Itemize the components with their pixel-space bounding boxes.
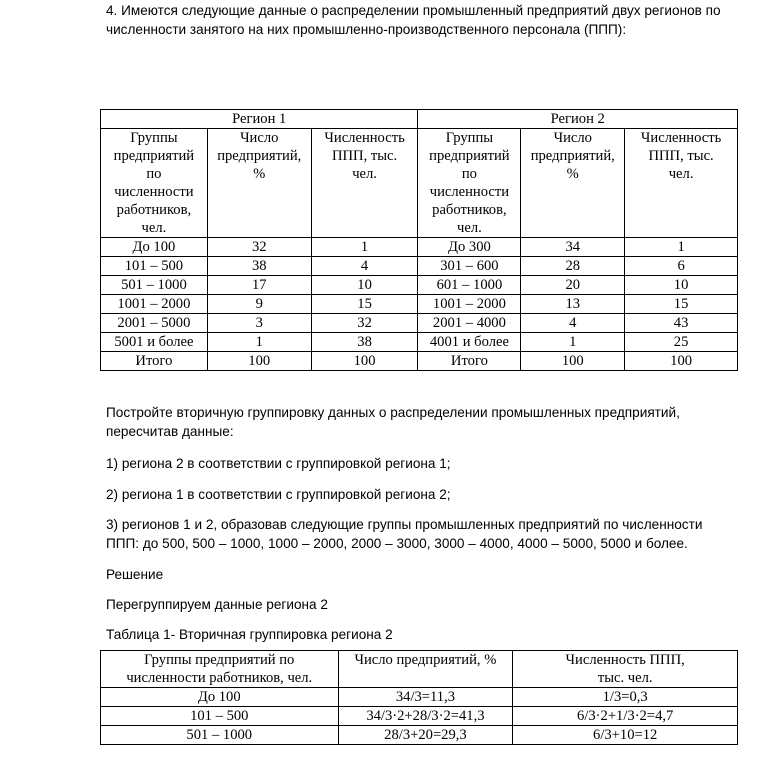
cell: 100 — [521, 352, 625, 371]
cell: 10 — [625, 276, 738, 295]
cell: 100 — [207, 352, 311, 371]
task-item-1: 1) региона 2 в соответствии с группировкой региона 1; — [106, 456, 451, 471]
cell: Итого — [418, 352, 521, 371]
header-count-r2: Число предприятий, % — [521, 129, 625, 238]
cell: 15 — [311, 295, 418, 314]
table-caption: Таблица 1- Вторичная группировка региона 2 — [106, 627, 393, 642]
cell: 1001 – 2000 — [418, 295, 521, 314]
header-groups-r2: Группы предприятий по численности работников, чел. — [418, 129, 521, 238]
cell: 4 — [311, 257, 418, 276]
task-item-3-line: ППП: до 500, 500 – 1000, 1000 – 2000, 2000 – 3000, 3000 – 4000, 4000 – 5000, 5000 и более. — [106, 536, 688, 551]
task-item-3-line: 3) регионов 1 и 2, образовав следующие группы промышленных предприятий по численности — [106, 517, 703, 532]
cell: До 300 — [418, 238, 521, 257]
table-row — [101, 707, 738, 726]
cell: 34/3·2+28/3·2=41,3 — [338, 707, 513, 726]
cell: 9 — [207, 295, 311, 314]
cell: 101 – 500 — [101, 257, 208, 276]
region1-header: Регион 1 — [101, 110, 418, 129]
task-intro-line: Постройте вторичную группировку данных о распределении промышленных предприятий, — [106, 405, 680, 420]
cell: 38 — [207, 257, 311, 276]
cell: 6 — [625, 257, 738, 276]
cell: 10 — [311, 276, 418, 295]
cell: 1001 – 2000 — [101, 295, 208, 314]
region2-header: Регион 2 — [418, 110, 738, 129]
cell: 100 — [311, 352, 418, 371]
problem-line: 4. Имеются следующие данные о распределении промышленный предприятий двух регионов по — [106, 3, 721, 18]
table-row — [101, 257, 738, 276]
header-staff-r2: Численность ППП, тыс. чел. — [625, 129, 738, 238]
problem-statement — [106, 1, 746, 39]
cell: 17 — [207, 276, 311, 295]
header-count-r1: Число предприятий, % — [207, 129, 311, 238]
cell: 32 — [207, 238, 311, 257]
cell: До 100 — [101, 238, 208, 257]
regrouped-table — [100, 650, 738, 745]
table-row — [101, 333, 738, 352]
cell: 1/3=0,3 — [513, 688, 738, 707]
cell: 32 — [311, 314, 418, 333]
cell: 1 — [625, 238, 738, 257]
cell: 501 – 1000 — [101, 276, 208, 295]
cell: 34/3=11,3 — [338, 688, 513, 707]
table-row — [101, 314, 738, 333]
cell: 301 – 600 — [418, 257, 521, 276]
cell: 3 — [207, 314, 311, 333]
cell: 43 — [625, 314, 738, 333]
table-row — [101, 295, 738, 314]
cell: 4 — [521, 314, 625, 333]
cell: 101 – 500 — [101, 707, 339, 726]
region-header-row — [101, 110, 738, 129]
total-row — [101, 352, 738, 371]
task-item-2: 2) региона 1 в соответствии с группировкой региона 2; — [106, 487, 451, 502]
cell: 1 — [207, 333, 311, 352]
problem-line: численности занятого на них промышленно-производственного персонала (ППП): — [106, 22, 627, 37]
column-header-row — [101, 651, 738, 688]
source-data-table — [100, 109, 738, 371]
solution-heading: Решение — [106, 567, 164, 582]
header-staff: Численность ППП, тыс. чел. — [513, 651, 738, 688]
regroup-text: Перегруппируем данные региона 2 — [106, 597, 328, 612]
cell: 34 — [521, 238, 625, 257]
column-header-row — [101, 129, 738, 238]
cell: 1 — [311, 238, 418, 257]
task-intro — [106, 403, 746, 441]
header-staff-r1: Численность ППП, тыс. чел. — [311, 129, 418, 238]
task-intro-line: пересчитав данные: — [106, 424, 234, 439]
cell: 5001 и более — [101, 333, 208, 352]
cell: 15 — [625, 295, 738, 314]
table-row — [101, 688, 738, 707]
cell: 501 – 1000 — [101, 726, 339, 745]
header-groups-r1: Группы предприятий по численности работников, чел. — [101, 129, 208, 238]
header-groups: Группы предприятий по численности работников, чел. — [101, 651, 339, 688]
cell: 6/3+10=12 — [513, 726, 738, 745]
cell: 1 — [521, 333, 625, 352]
table-row — [101, 276, 738, 295]
table-row — [101, 238, 738, 257]
header-count: Число предприятий, % — [338, 651, 513, 688]
cell: 25 — [625, 333, 738, 352]
cell: 601 – 1000 — [418, 276, 521, 295]
cell: До 100 — [101, 688, 339, 707]
table-row — [101, 726, 738, 745]
task-item-3 — [106, 515, 746, 553]
cell: 38 — [311, 333, 418, 352]
cell: 100 — [625, 352, 738, 371]
cell: 28 — [521, 257, 625, 276]
cell: 2001 – 5000 — [101, 314, 208, 333]
cell: 28/3+20=29,3 — [338, 726, 513, 745]
cell: 20 — [521, 276, 625, 295]
cell: 4001 и более — [418, 333, 521, 352]
cell: 6/3·2+1/3·2=4,7 — [513, 707, 738, 726]
cell: 13 — [521, 295, 625, 314]
cell: Итого — [101, 352, 208, 371]
cell: 2001 – 4000 — [418, 314, 521, 333]
